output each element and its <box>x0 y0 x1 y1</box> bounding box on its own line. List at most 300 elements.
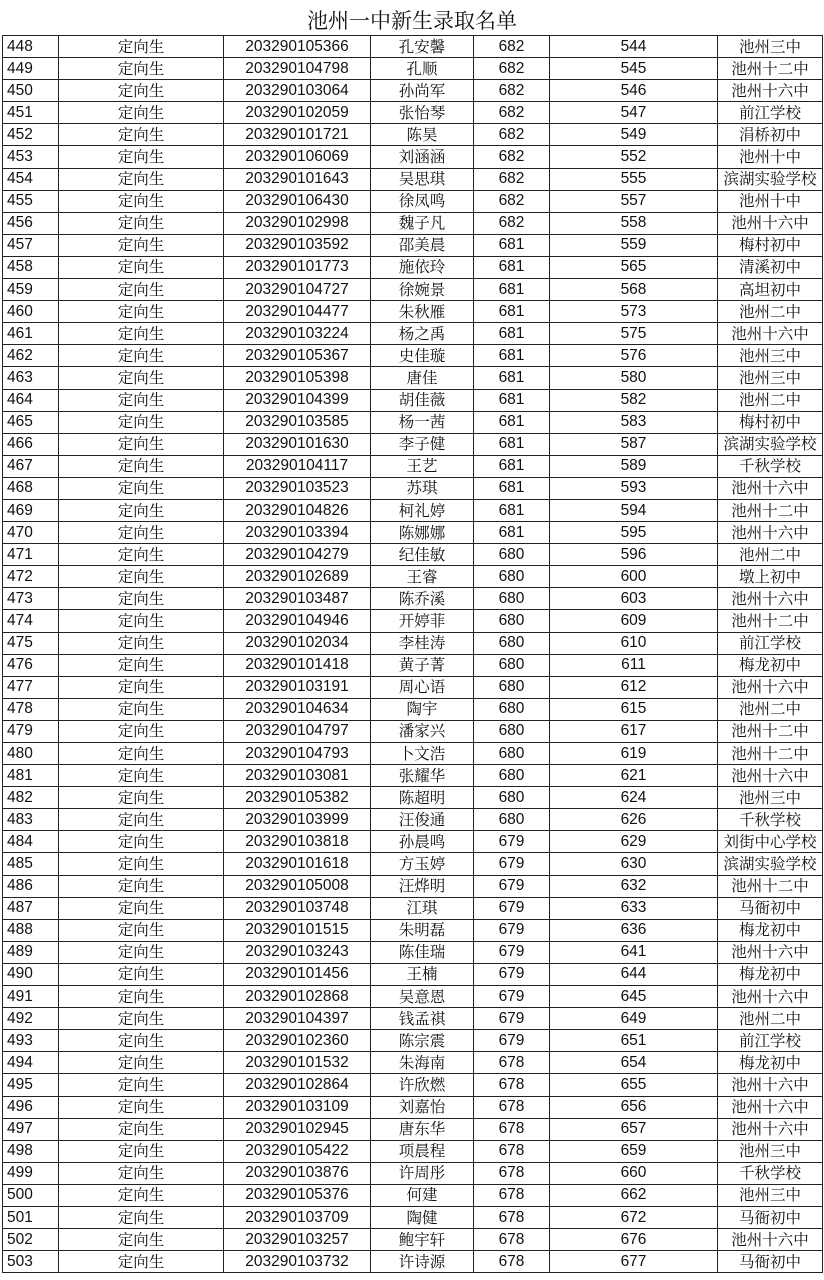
category-cell: 定向生 <box>59 698 224 720</box>
school-cell: 池州三中 <box>718 1140 823 1162</box>
table-row <box>3 1118 823 1140</box>
school-cell: 池州十二中 <box>718 743 823 765</box>
school-cell: 梅龙初中 <box>718 963 823 985</box>
school-cell: 池州二中 <box>718 544 823 566</box>
student-name-cell: 朱秋雁 <box>371 301 474 323</box>
exam-id-cell: 203290102689 <box>224 566 371 588</box>
table-row <box>3 787 823 809</box>
exam-id-cell: 203290102360 <box>224 1030 371 1052</box>
rank-cell: 575 <box>550 323 718 345</box>
school-cell: 池州十六中 <box>718 941 823 963</box>
row-number-cell: 503 <box>3 1251 59 1273</box>
row-number-cell: 472 <box>3 566 59 588</box>
table-row <box>3 190 823 212</box>
row-number-cell: 454 <box>3 168 59 190</box>
row-number-cell: 499 <box>3 1162 59 1184</box>
exam-id-cell: 203290101721 <box>224 124 371 146</box>
category-cell: 定向生 <box>59 411 224 433</box>
rank-cell: 611 <box>550 654 718 676</box>
rank-cell: 546 <box>550 80 718 102</box>
school-cell: 马衙初中 <box>718 1251 823 1273</box>
rank-cell: 619 <box>550 743 718 765</box>
exam-id-cell: 203290104946 <box>224 610 371 632</box>
school-cell: 池州十六中 <box>718 477 823 499</box>
rank-cell: 676 <box>550 1229 718 1251</box>
row-number-cell: 456 <box>3 212 59 234</box>
row-number-cell: 497 <box>3 1118 59 1140</box>
category-cell: 定向生 <box>59 58 224 80</box>
score-cell: 681 <box>474 455 550 477</box>
row-number-cell: 464 <box>3 389 59 411</box>
score-cell: 681 <box>474 301 550 323</box>
row-number-cell: 465 <box>3 411 59 433</box>
rank-cell: 626 <box>550 809 718 831</box>
student-name-cell: 李桂涛 <box>371 632 474 654</box>
school-cell: 池州三中 <box>718 1184 823 1206</box>
table-row <box>3 919 823 941</box>
exam-id-cell: 203290103081 <box>224 765 371 787</box>
school-cell: 池州十六中 <box>718 80 823 102</box>
exam-id-cell: 203290103224 <box>224 323 371 345</box>
exam-id-cell: 203290103999 <box>224 809 371 831</box>
table-row <box>3 477 823 499</box>
student-name-cell: 陶宇 <box>371 698 474 720</box>
category-cell: 定向生 <box>59 168 224 190</box>
table-row <box>3 986 823 1008</box>
rank-cell: 582 <box>550 389 718 411</box>
category-cell: 定向生 <box>59 544 224 566</box>
table-row <box>3 743 823 765</box>
rank-cell: 555 <box>550 168 718 190</box>
category-cell: 定向生 <box>59 765 224 787</box>
table-row <box>3 1074 823 1096</box>
score-cell: 682 <box>474 80 550 102</box>
rank-cell: 568 <box>550 279 718 301</box>
score-cell: 679 <box>474 1008 550 1030</box>
exam-id-cell: 203290104826 <box>224 499 371 521</box>
score-cell: 678 <box>474 1162 550 1184</box>
rank-cell: 576 <box>550 345 718 367</box>
rank-cell: 633 <box>550 897 718 919</box>
rank-cell: 600 <box>550 566 718 588</box>
exam-id-cell: 203290102998 <box>224 212 371 234</box>
student-name-cell: 唐东华 <box>371 1118 474 1140</box>
score-cell: 678 <box>474 1096 550 1118</box>
row-number-cell: 500 <box>3 1184 59 1206</box>
rank-cell: 545 <box>550 58 718 80</box>
school-cell: 池州十二中 <box>718 875 823 897</box>
table-row <box>3 168 823 190</box>
school-cell: 池州十二中 <box>718 610 823 632</box>
row-number-cell: 459 <box>3 279 59 301</box>
rank-cell: 565 <box>550 256 718 278</box>
rank-cell: 594 <box>550 499 718 521</box>
student-name-cell: 孔顺 <box>371 58 474 80</box>
row-number-cell: 481 <box>3 765 59 787</box>
rank-cell: 589 <box>550 455 718 477</box>
category-cell: 定向生 <box>59 919 224 941</box>
school-cell: 池州十六中 <box>718 522 823 544</box>
category-cell: 定向生 <box>59 963 224 985</box>
rank-cell: 677 <box>550 1251 718 1273</box>
table-row <box>3 654 823 676</box>
score-cell: 681 <box>474 323 550 345</box>
school-cell: 池州三中 <box>718 787 823 809</box>
table-row <box>3 588 823 610</box>
score-cell: 680 <box>474 743 550 765</box>
table-row <box>3 720 823 742</box>
table-row <box>3 809 823 831</box>
student-name-cell: 刘涵涵 <box>371 146 474 168</box>
school-cell: 池州十六中 <box>718 1229 823 1251</box>
student-name-cell: 孙晨鸣 <box>371 831 474 853</box>
row-number-cell: 483 <box>3 809 59 831</box>
score-cell: 681 <box>474 234 550 256</box>
score-cell: 679 <box>474 986 550 1008</box>
student-name-cell: 陈佳瑞 <box>371 941 474 963</box>
exam-id-cell: 203290101532 <box>224 1052 371 1074</box>
table-row <box>3 1162 823 1184</box>
score-cell: 680 <box>474 720 550 742</box>
exam-id-cell: 203290101515 <box>224 919 371 941</box>
row-number-cell: 463 <box>3 367 59 389</box>
exam-id-cell: 203290105376 <box>224 1184 371 1206</box>
score-cell: 679 <box>474 897 550 919</box>
category-cell: 定向生 <box>59 588 224 610</box>
row-number-cell: 491 <box>3 986 59 1008</box>
table-row <box>3 455 823 477</box>
score-cell: 679 <box>474 919 550 941</box>
rank-cell: 644 <box>550 963 718 985</box>
table-row <box>3 610 823 632</box>
table-row <box>3 323 823 345</box>
exam-id-cell: 203290103191 <box>224 676 371 698</box>
table-row <box>3 1206 823 1228</box>
row-number-cell: 453 <box>3 146 59 168</box>
table-row <box>3 58 823 80</box>
exam-id-cell: 203290104397 <box>224 1008 371 1030</box>
student-name-cell: 苏琪 <box>371 477 474 499</box>
row-number-cell: 461 <box>3 323 59 345</box>
table-row <box>3 433 823 455</box>
table-row <box>3 102 823 124</box>
category-cell: 定向生 <box>59 743 224 765</box>
school-cell: 池州十六中 <box>718 588 823 610</box>
student-name-cell: 刘嘉怡 <box>371 1096 474 1118</box>
rank-cell: 573 <box>550 301 718 323</box>
rank-cell: 645 <box>550 986 718 1008</box>
student-name-cell: 吴意恩 <box>371 986 474 1008</box>
school-cell: 池州十六中 <box>718 986 823 1008</box>
student-name-cell: 邵美晨 <box>371 234 474 256</box>
rank-cell: 544 <box>550 36 718 58</box>
row-number-cell: 498 <box>3 1140 59 1162</box>
student-name-cell: 史佳璇 <box>371 345 474 367</box>
student-name-cell: 陈娜娜 <box>371 522 474 544</box>
rank-cell: 603 <box>550 588 718 610</box>
exam-id-cell: 203290103709 <box>224 1206 371 1228</box>
rank-cell: 656 <box>550 1096 718 1118</box>
score-cell: 680 <box>474 787 550 809</box>
exam-id-cell: 203290105008 <box>224 875 371 897</box>
school-cell: 池州十六中 <box>718 1096 823 1118</box>
category-cell: 定向生 <box>59 499 224 521</box>
row-number-cell: 449 <box>3 58 59 80</box>
table-row <box>3 499 823 521</box>
table-row <box>3 345 823 367</box>
row-number-cell: 480 <box>3 743 59 765</box>
student-name-cell: 杨一茜 <box>371 411 474 433</box>
row-number-cell: 477 <box>3 676 59 698</box>
exam-id-cell: 203290105366 <box>224 36 371 58</box>
school-cell: 清溪初中 <box>718 256 823 278</box>
exam-id-cell: 203290104477 <box>224 301 371 323</box>
row-number-cell: 448 <box>3 36 59 58</box>
student-name-cell: 汪烨明 <box>371 875 474 897</box>
row-number-cell: 450 <box>3 80 59 102</box>
exam-id-cell: 203290103592 <box>224 234 371 256</box>
category-cell: 定向生 <box>59 676 224 698</box>
table-row <box>3 544 823 566</box>
rank-cell: 558 <box>550 212 718 234</box>
rank-cell: 587 <box>550 433 718 455</box>
student-name-cell: 方玉婷 <box>371 853 474 875</box>
student-name-cell: 陈昊 <box>371 124 474 146</box>
score-cell: 681 <box>474 345 550 367</box>
admission-table <box>2 35 823 1273</box>
row-number-cell: 462 <box>3 345 59 367</box>
category-cell: 定向生 <box>59 809 224 831</box>
student-name-cell: 胡佳薇 <box>371 389 474 411</box>
school-cell: 刘街中心学校 <box>718 831 823 853</box>
exam-id-cell: 203290102945 <box>224 1118 371 1140</box>
school-cell: 池州十六中 <box>718 212 823 234</box>
row-number-cell: 467 <box>3 455 59 477</box>
table-row <box>3 853 823 875</box>
category-cell: 定向生 <box>59 345 224 367</box>
row-number-cell: 466 <box>3 433 59 455</box>
table-row <box>3 367 823 389</box>
exam-id-cell: 203290104117 <box>224 455 371 477</box>
exam-id-cell: 203290104399 <box>224 389 371 411</box>
student-name-cell: 魏子凡 <box>371 212 474 234</box>
row-number-cell: 478 <box>3 698 59 720</box>
score-cell: 680 <box>474 544 550 566</box>
score-cell: 681 <box>474 411 550 433</box>
school-cell: 池州二中 <box>718 698 823 720</box>
row-number-cell: 486 <box>3 875 59 897</box>
table-row <box>3 389 823 411</box>
table-row <box>3 1251 823 1273</box>
category-cell: 定向生 <box>59 80 224 102</box>
student-name-cell: 杨之禹 <box>371 323 474 345</box>
school-cell: 墩上初中 <box>718 566 823 588</box>
row-number-cell: 474 <box>3 610 59 632</box>
exam-id-cell: 203290105382 <box>224 787 371 809</box>
table-row <box>3 301 823 323</box>
row-number-cell: 473 <box>3 588 59 610</box>
table-body <box>3 36 823 1273</box>
category-cell: 定向生 <box>59 455 224 477</box>
row-number-cell: 493 <box>3 1030 59 1052</box>
category-cell: 定向生 <box>59 1229 224 1251</box>
category-cell: 定向生 <box>59 212 224 234</box>
rank-cell: 595 <box>550 522 718 544</box>
school-cell: 滨湖实验学校 <box>718 168 823 190</box>
row-number-cell: 457 <box>3 234 59 256</box>
rank-cell: 557 <box>550 190 718 212</box>
rank-cell: 596 <box>550 544 718 566</box>
exam-id-cell: 203290106069 <box>224 146 371 168</box>
school-cell: 池州十六中 <box>718 676 823 698</box>
table-row <box>3 897 823 919</box>
category-cell: 定向生 <box>59 1206 224 1228</box>
exam-id-cell: 203290105398 <box>224 367 371 389</box>
score-cell: 682 <box>474 146 550 168</box>
student-name-cell: 孔安馨 <box>371 36 474 58</box>
category-cell: 定向生 <box>59 831 224 853</box>
rank-cell: 662 <box>550 1184 718 1206</box>
category-cell: 定向生 <box>59 1162 224 1184</box>
school-cell: 池州十二中 <box>718 720 823 742</box>
student-name-cell: 许欣燃 <box>371 1074 474 1096</box>
school-cell: 千秋学校 <box>718 809 823 831</box>
score-cell: 678 <box>474 1052 550 1074</box>
row-number-cell: 479 <box>3 720 59 742</box>
exam-id-cell: 203290104798 <box>224 58 371 80</box>
row-number-cell: 460 <box>3 301 59 323</box>
rank-cell: 660 <box>550 1162 718 1184</box>
school-cell: 前江学校 <box>718 102 823 124</box>
exam-id-cell: 203290103064 <box>224 80 371 102</box>
exam-id-cell: 203290102868 <box>224 986 371 1008</box>
category-cell: 定向生 <box>59 234 224 256</box>
exam-id-cell: 203290101618 <box>224 853 371 875</box>
table-row <box>3 875 823 897</box>
row-number-cell: 496 <box>3 1096 59 1118</box>
score-cell: 681 <box>474 279 550 301</box>
category-cell: 定向生 <box>59 875 224 897</box>
student-name-cell: 汪俊通 <box>371 809 474 831</box>
student-name-cell: 施依玲 <box>371 256 474 278</box>
category-cell: 定向生 <box>59 301 224 323</box>
student-name-cell: 徐凤鸣 <box>371 190 474 212</box>
category-cell: 定向生 <box>59 1074 224 1096</box>
exam-id-cell: 203290103487 <box>224 588 371 610</box>
rank-cell: 559 <box>550 234 718 256</box>
category-cell: 定向生 <box>59 941 224 963</box>
exam-id-cell: 203290103109 <box>224 1096 371 1118</box>
category-cell: 定向生 <box>59 1096 224 1118</box>
score-cell: 682 <box>474 168 550 190</box>
school-cell: 梅龙初中 <box>718 919 823 941</box>
row-number-cell: 470 <box>3 522 59 544</box>
score-cell: 679 <box>474 853 550 875</box>
score-cell: 678 <box>474 1229 550 1251</box>
table-row <box>3 1229 823 1251</box>
rank-cell: 655 <box>550 1074 718 1096</box>
category-cell: 定向生 <box>59 566 224 588</box>
exam-id-cell: 203290102059 <box>224 102 371 124</box>
score-cell: 680 <box>474 765 550 787</box>
score-cell: 682 <box>474 102 550 124</box>
school-cell: 马衙初中 <box>718 1206 823 1228</box>
row-number-cell: 458 <box>3 256 59 278</box>
table-row <box>3 1052 823 1074</box>
school-cell: 池州十中 <box>718 190 823 212</box>
score-cell: 681 <box>474 499 550 521</box>
table-row <box>3 765 823 787</box>
school-cell: 梅村初中 <box>718 411 823 433</box>
rank-cell: 629 <box>550 831 718 853</box>
score-cell: 682 <box>474 58 550 80</box>
school-cell: 梅龙初中 <box>718 654 823 676</box>
school-cell: 池州三中 <box>718 36 823 58</box>
rank-cell: 549 <box>550 124 718 146</box>
school-cell: 池州三中 <box>718 345 823 367</box>
category-cell: 定向生 <box>59 720 224 742</box>
table-row <box>3 146 823 168</box>
rank-cell: 593 <box>550 477 718 499</box>
row-number-cell: 475 <box>3 632 59 654</box>
row-number-cell: 492 <box>3 1008 59 1030</box>
score-cell: 682 <box>474 190 550 212</box>
score-cell: 681 <box>474 433 550 455</box>
category-cell: 定向生 <box>59 1184 224 1206</box>
score-cell: 678 <box>474 1140 550 1162</box>
exam-id-cell: 203290103257 <box>224 1229 371 1251</box>
rank-cell: 659 <box>550 1140 718 1162</box>
school-cell: 池州三中 <box>718 367 823 389</box>
exam-id-cell: 203290103732 <box>224 1251 371 1273</box>
student-name-cell: 纪佳敏 <box>371 544 474 566</box>
school-cell: 涓桥初中 <box>718 124 823 146</box>
table-row <box>3 1096 823 1118</box>
score-cell: 679 <box>474 875 550 897</box>
student-name-cell: 吴思琪 <box>371 168 474 190</box>
score-cell: 681 <box>474 256 550 278</box>
table-row <box>3 124 823 146</box>
category-cell: 定向生 <box>59 1118 224 1140</box>
category-cell: 定向生 <box>59 389 224 411</box>
category-cell: 定向生 <box>59 256 224 278</box>
school-cell: 池州二中 <box>718 389 823 411</box>
school-cell: 池州十六中 <box>718 1118 823 1140</box>
exam-id-cell: 203290104797 <box>224 720 371 742</box>
student-name-cell: 王睿 <box>371 566 474 588</box>
exam-id-cell: 203290102034 <box>224 632 371 654</box>
rank-cell: 583 <box>550 411 718 433</box>
category-cell: 定向生 <box>59 897 224 919</box>
table-row <box>3 1184 823 1206</box>
school-cell: 池州十六中 <box>718 1074 823 1096</box>
rank-cell: 636 <box>550 919 718 941</box>
category-cell: 定向生 <box>59 1052 224 1074</box>
row-number-cell: 494 <box>3 1052 59 1074</box>
category-cell: 定向生 <box>59 787 224 809</box>
category-cell: 定向生 <box>59 323 224 345</box>
student-name-cell: 张怡琴 <box>371 102 474 124</box>
table-row <box>3 279 823 301</box>
school-cell: 池州二中 <box>718 1008 823 1030</box>
exam-id-cell: 203290102864 <box>224 1074 371 1096</box>
category-cell: 定向生 <box>59 986 224 1008</box>
table-row <box>3 212 823 234</box>
table-row <box>3 676 823 698</box>
score-cell: 680 <box>474 809 550 831</box>
score-cell: 680 <box>474 698 550 720</box>
category-cell: 定向生 <box>59 853 224 875</box>
